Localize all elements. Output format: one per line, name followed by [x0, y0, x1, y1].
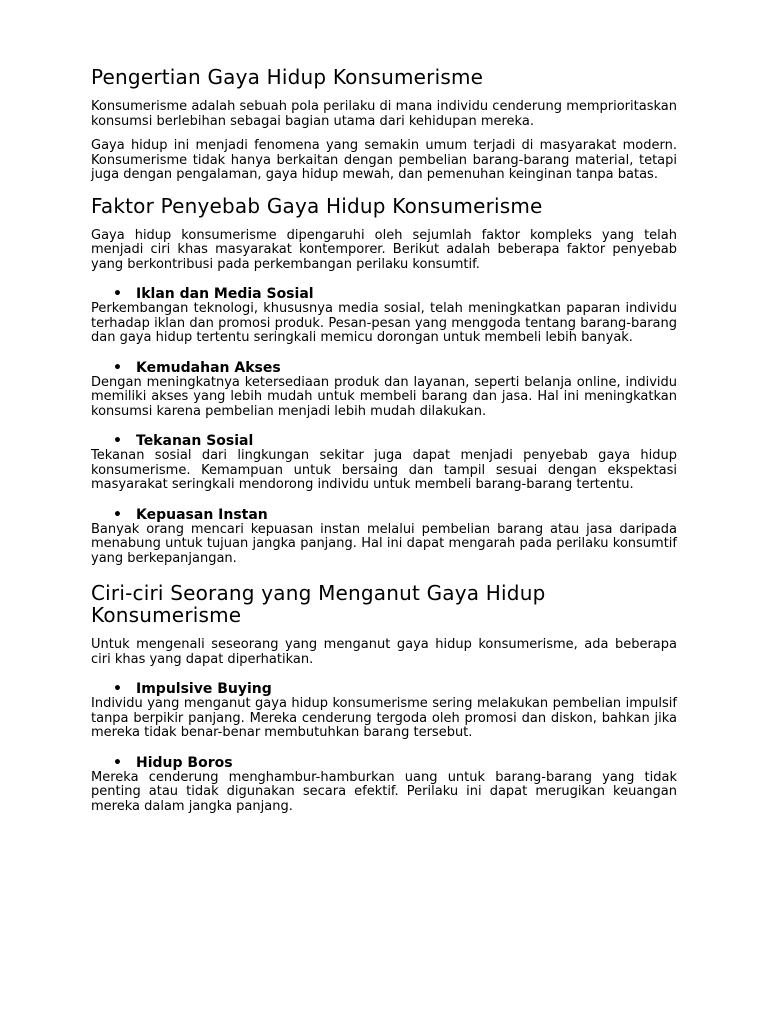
list-item-text: Perkembangan teknologi, khususnya media sosial, telah meningkatkan paparan individu terhadap iklan dan promosi produk. Pesan-pesan yang menggoda tentang barang-barang dan gaya hidup tertentu seringkali memicu dorongan untuk membeli lebih banyak.	[91, 301, 677, 345]
list-item-heading	[91, 507, 677, 523]
bullet-icon: •	[113, 286, 122, 302]
section-heading: Ciri-ciri Seorang yang Menganut Gaya Hidup Konsumerisme	[91, 581, 546, 627]
list-item-title: Hidup Boros	[136, 754, 233, 771]
list-item-heading	[91, 360, 677, 376]
list-item-text: Mereka cenderung menghambur-hamburkan uang untuk barang-barang yang tidak penting atau tidak digunakan secara efektif. Perilaku ini dapat merugikan keuangan mereka dalam jangka panjang.	[91, 769, 677, 814]
section-ciri-ciri	[91, 582, 677, 814]
list-item-title: Kemudahan Akses	[136, 359, 281, 376]
list-item-heading	[91, 286, 677, 302]
list-item-text: Banyak orang mencari kepuasan instan melalui pembelian barang atau jasa daripada menabung untuk tujuan jangka panjang. Hal ini dapat mengarah pada perilaku konsumtif yang berkepanjangan.	[91, 521, 677, 566]
section-heading: Pengertian Gaya Hidup Konsumerisme	[91, 65, 484, 89]
bullet-icon: •	[113, 359, 122, 376]
bullet-icon: •	[113, 433, 122, 449]
section-pengertian	[91, 66, 677, 183]
paragraph: Gaya hidup ini menjadi fenomena yang semakin umum terjadi di masyarakat modern. Konsumerisme tidak hanya berkaitan dengan pembelian barang-barang material, tetapi juga dengan pengalaman, gaya hidup mewah, dan pemenuhan keinginan tanpa batas.	[91, 138, 677, 182]
bullet-icon: •	[113, 681, 122, 697]
paragraph: Konsumerisme adalah sebuah pola perilaku di mana individu cenderung memprioritaskan konsumsi berlebihan sebagai bagian utama dari kehidupan mereka.	[91, 99, 677, 129]
list-item-title: Iklan dan Media Sosial	[136, 286, 314, 302]
list-item-title: Tekanan Sosial	[136, 433, 254, 449]
list-item-text: Individu yang menganut gaya hidup konsumerisme sering melakukan pembelian impulsif tanpa berpikir panjang. Mereka cenderung tergoda oleh promosi dan diskon, bahkan jika mereka tidak benar-benar membutuhkan barang tersebut.	[91, 696, 677, 740]
list-item-text: Tekanan sosial dari lingkungan sekitar juga dapat menjadi penyebab gaya hidup konsumerisme. Kemampuan untuk bersaing dan tampil sesuai dengan ekspektasi masyarakat seringkali mendorong individu untuk membeli barang-barang tertentu.	[91, 448, 677, 492]
section-heading: Faktor Penyebab Gaya Hidup Konsumerisme	[91, 193, 543, 218]
paragraph-intro: Untuk mengenali seseorang yang menganut gaya hidup konsumerisme, ada beberapa ciri khas yang dapat diperhatikan.	[91, 637, 677, 667]
section-faktor-penyebab	[91, 195, 677, 567]
document-page	[91, 66, 677, 820]
paragraph-intro: Gaya hidup konsumerisme dipengaruhi oleh sejumlah faktor kompleks yang telah menjadi ciri khas masyarakat kontemporer. Berikut adalah beberapa faktor penyebab yang berkontribusi pada perkembangan perilaku konsumtif.	[91, 227, 677, 272]
bullet-icon: •	[113, 754, 122, 771]
list-item-heading	[91, 433, 677, 449]
list-item-title: Impulsive Buying	[136, 681, 272, 697]
list-item-heading	[91, 755, 677, 771]
list-item-title: Kepuasan Instan	[136, 506, 268, 523]
list-item-heading	[91, 681, 677, 697]
list-item-text: Dengan meningkatnya ketersediaan produk dan layanan, seperti belanja online, individu memiliki akses yang lebih mudah untuk membeli barang dan jasa. Hal ini meningkatkan konsumsi karena pembelian menjadi lebih mudah dilakukan.	[91, 374, 677, 419]
bullet-icon: •	[113, 506, 122, 523]
